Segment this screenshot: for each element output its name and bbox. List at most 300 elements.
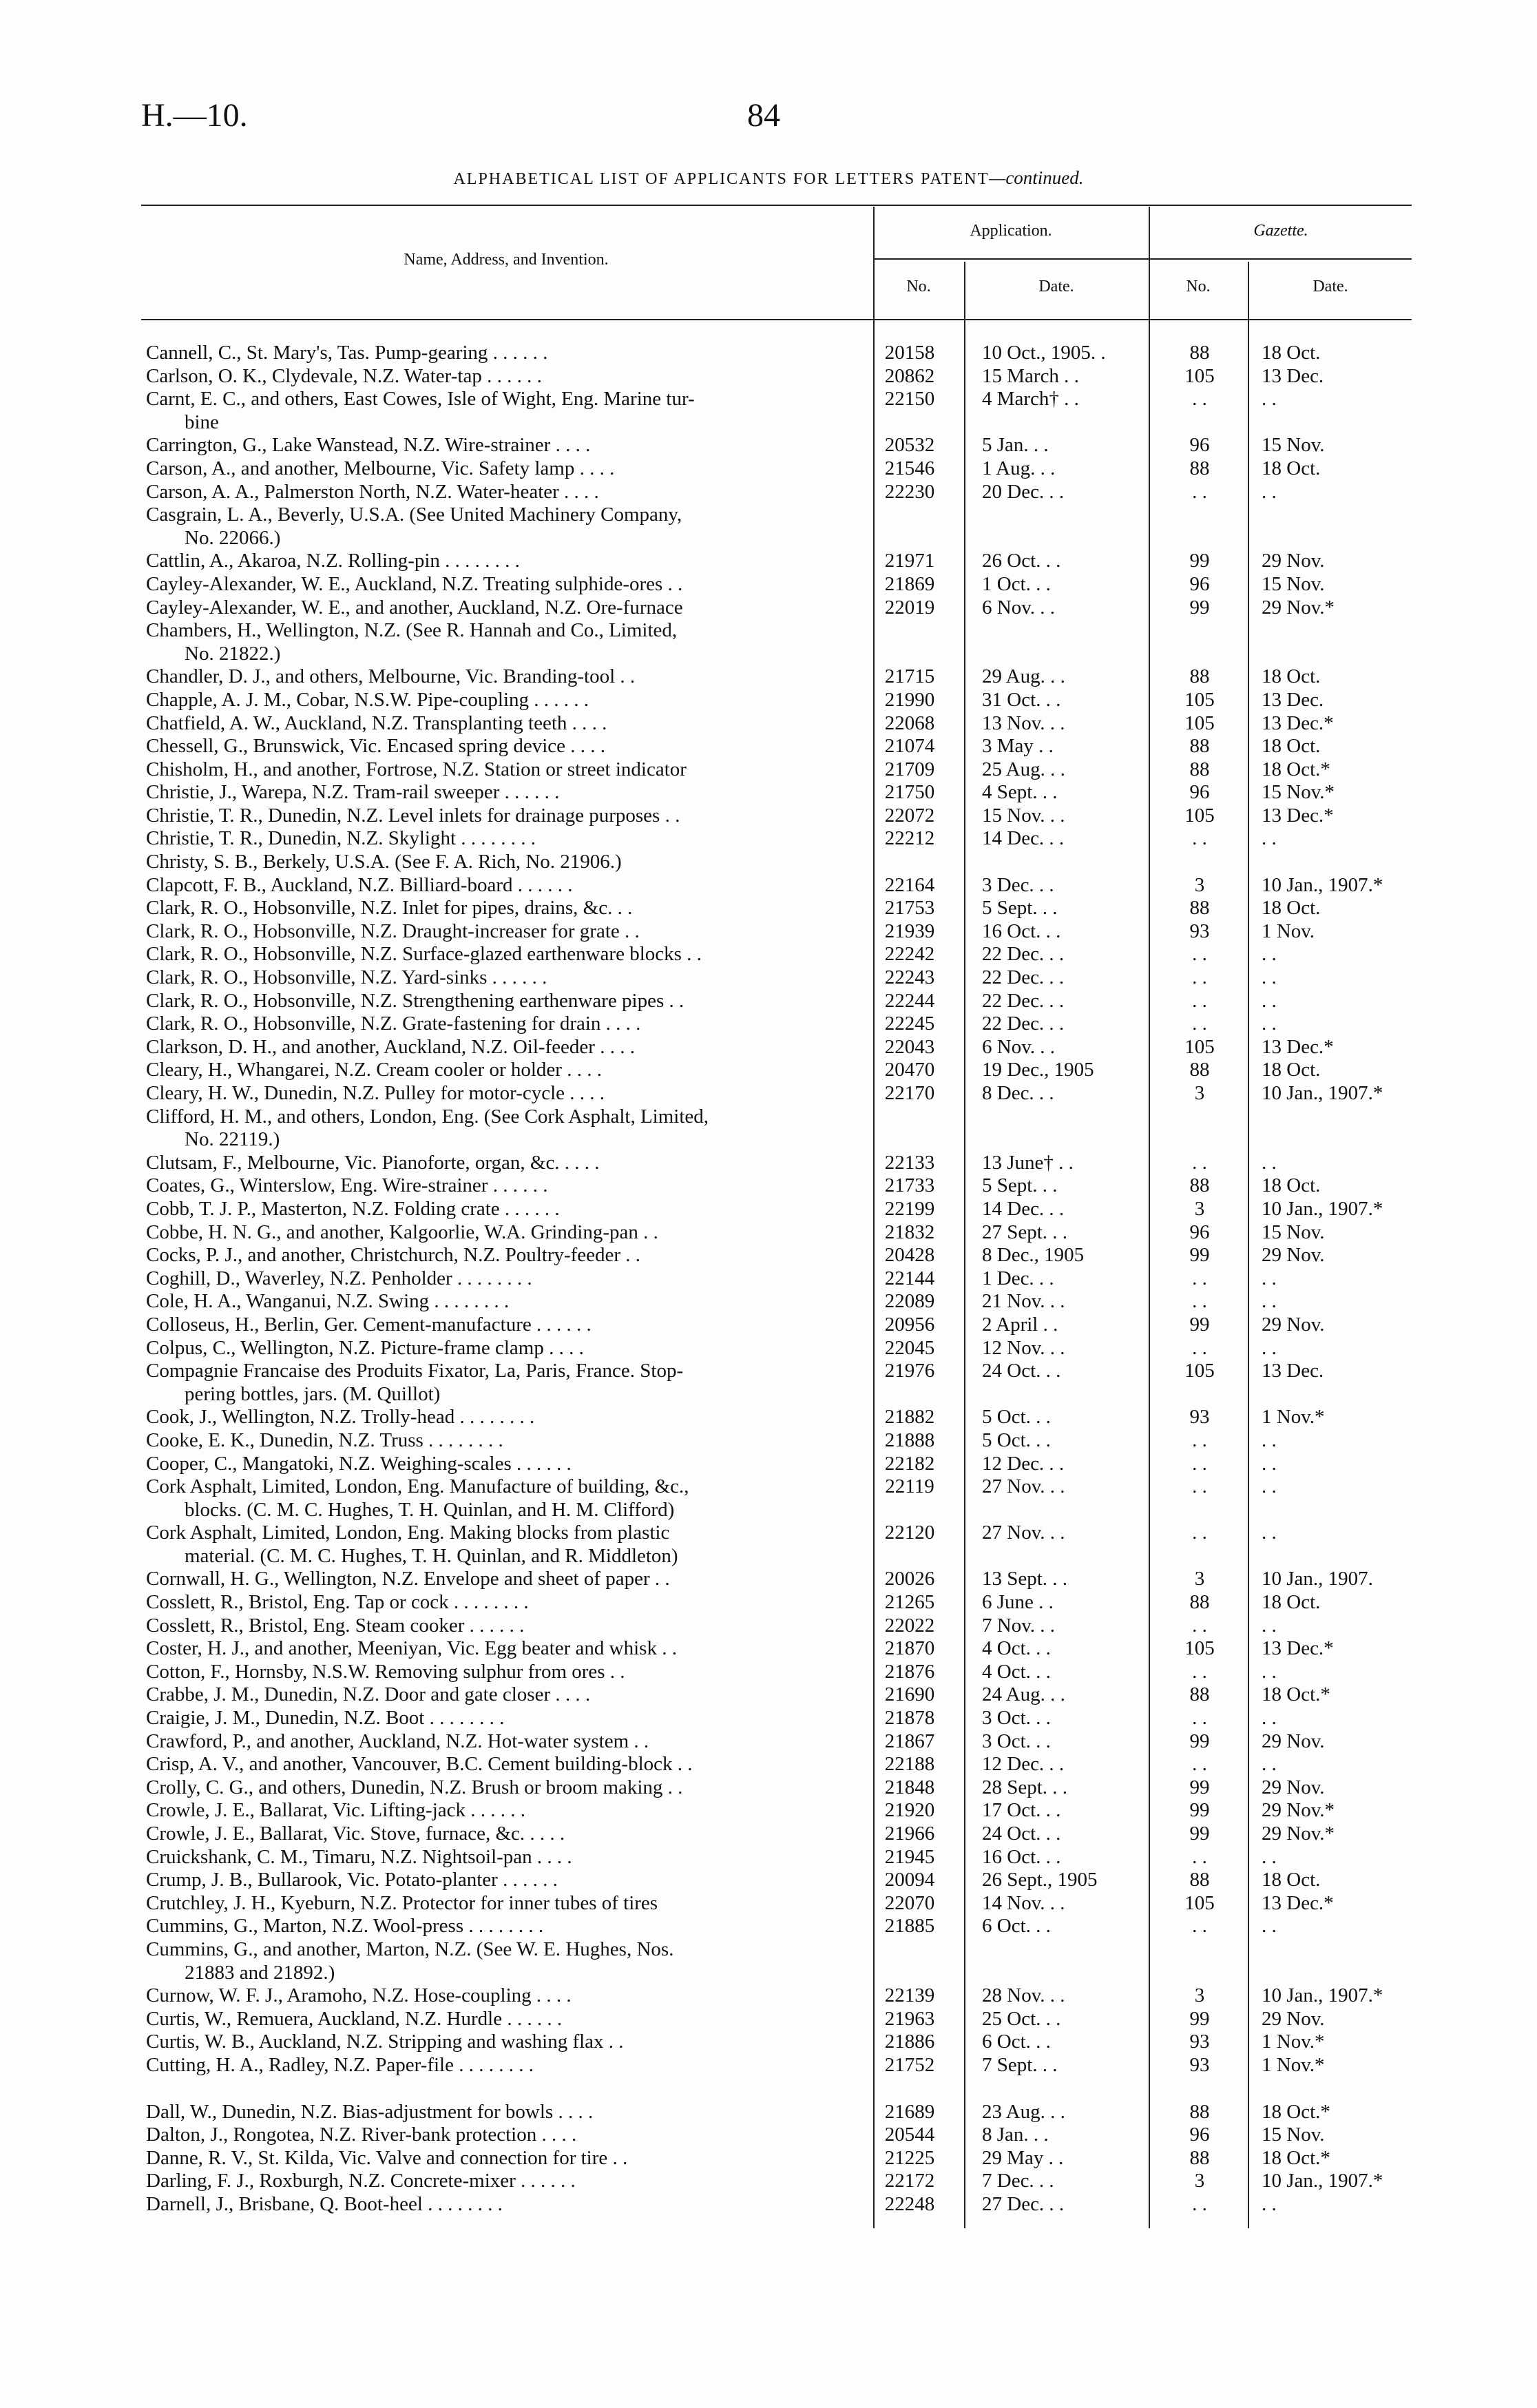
column-header-gazette-no: No. [1186, 278, 1211, 295]
application-date: 16 Oct. . . [982, 920, 1061, 942]
table-row [0, 1799, 1537, 1823]
gazette-number: . . [1192, 1267, 1207, 1289]
applicant-name: Crowle, J. E., Ballarat, Vic. Lifting-jack . . . . . . [146, 1799, 526, 1822]
application-number: 22139 [884, 1984, 935, 2007]
applicant-name: Coates, G., Winterslow, Eng. Wire-strainer . . . . . . [146, 1174, 548, 1197]
application-date: 31 Oct. . . [982, 688, 1061, 711]
table-row [0, 1615, 1537, 1638]
gazette-number: 105 [1184, 688, 1215, 711]
gazette-date: 29 Nov.* [1262, 596, 1335, 619]
gazette-number: 96 [1189, 434, 1210, 457]
gazette-number: 105 [1184, 804, 1215, 827]
applicant-name: Cruickshank, C. M., Timaru, N.Z. Nightsoil-pan . . . . [146, 1845, 572, 1868]
gazette-date: 13 Dec.* [1262, 1891, 1334, 1914]
column-header-app-no: No. [906, 278, 931, 295]
application-date: 25 Oct. . . [982, 2007, 1061, 2030]
gazette-date: 10 Jan., 1907.* [1262, 1197, 1383, 1220]
application-number: 22248 [884, 2192, 935, 2215]
gazette-number: . . [1192, 989, 1207, 1012]
table-top-rule [141, 205, 1412, 206]
gazette-date: 13 Dec. [1262, 688, 1324, 711]
gazette-date: 10 Jan., 1907.* [1262, 1984, 1383, 2007]
table-row-continuation [0, 1545, 1537, 1568]
gazette-date: . . [1262, 1475, 1277, 1498]
gazette-date: 18 Oct. [1262, 665, 1321, 688]
application-number: 21074 [884, 735, 935, 758]
application-date: 6 Oct. . . [982, 1915, 1051, 1938]
gazette-number: 88 [1189, 1059, 1210, 1081]
gazette-number: . . [1192, 1614, 1207, 1637]
table-row [0, 1661, 1537, 1684]
application-date: 22 Dec. . . [982, 966, 1065, 989]
gazette-date: 10 Jan., 1907. [1262, 1568, 1373, 1590]
table-row [0, 365, 1537, 388]
gazette-date: . . [1262, 1660, 1277, 1683]
application-date: 20 Dec. . . [982, 480, 1065, 503]
gazette-date: 10 Jan., 1907.* [1262, 2170, 1383, 2192]
table-row-continuation [0, 643, 1537, 666]
application-date: 7 Dec. . . [982, 2170, 1054, 2192]
applicant-name: Casgrain, L. A., Beverly, U.S.A. (See United Machinery Company, [146, 504, 682, 526]
table-row [0, 665, 1537, 689]
applicant-name: Darling, F. J., Roxburgh, N.Z. Concrete-mixer . . . . . . [146, 2170, 576, 2192]
application-number: 21876 [884, 1660, 935, 1683]
gazette-date: 18 Oct. [1262, 1174, 1321, 1197]
application-number: 22244 [884, 989, 935, 1012]
application-number: 21886 [884, 2031, 935, 2053]
table-row-continuation [0, 1499, 1537, 1522]
gazette-date: . . [1262, 827, 1277, 850]
gazette-number: 99 [1189, 1244, 1210, 1267]
application-number: 21265 [884, 1591, 935, 1614]
table-row [0, 1013, 1537, 1036]
gazette-date: 13 Dec.* [1262, 1637, 1334, 1660]
applicant-name-continuation: No. 22066.) [185, 526, 281, 549]
application-number: 21885 [884, 1915, 935, 1938]
table-header-bottom-rule [141, 319, 1412, 320]
applicant-name: Colloseus, H., Berlin, Ger. Cement-manufacture . . . . . . [146, 1313, 592, 1336]
application-date: 14 Dec. . . [982, 827, 1065, 850]
gazette-date: 15 Nov. [1262, 572, 1325, 595]
applicant-name: Clifford, H. M., and others, London, Eng. (See Cork Asphalt, Limited, [146, 1105, 709, 1128]
table-row [0, 1106, 1537, 1129]
application-number: 22188 [884, 1753, 935, 1776]
application-date: 7 Sept. . . [982, 2053, 1058, 2076]
table-row [0, 1753, 1537, 1776]
applicant-name: Colpus, C., Wellington, N.Z. Picture-frame clamp . . . . [146, 1336, 584, 1359]
table-row [0, 1198, 1537, 1221]
application-number: 21753 [884, 897, 935, 920]
table-row-continuation [0, 1962, 1537, 1985]
applicant-name: Cosslett, R., Bristol, Eng. Tap or cock . . . . . . . . [146, 1591, 529, 1614]
application-number: 21963 [884, 2007, 935, 2030]
gazette-number: 3 [1194, 1082, 1205, 1104]
table-row [0, 990, 1537, 1013]
gazette-number: . . [1192, 1522, 1207, 1544]
application-date: 19 Dec., 1905 [982, 1059, 1094, 1081]
gazette-date: . . [1262, 1452, 1277, 1475]
application-date: 6 June . . [982, 1591, 1054, 1614]
table-row [0, 805, 1537, 828]
application-date: 13 June† . . [982, 1151, 1074, 1174]
gazette-date: 29 Nov. [1262, 1776, 1325, 1798]
application-number: 22199 [884, 1197, 935, 1220]
gazette-number: 99 [1189, 596, 1210, 619]
gazette-number: 105 [1184, 1035, 1215, 1058]
column-header-name: Name, Address, and Invention. [404, 251, 609, 269]
application-date: 27 Sept. . . [982, 1221, 1068, 1243]
table-row [0, 1059, 1537, 1082]
application-number: 22119 [885, 1475, 934, 1498]
gazette-number: 88 [1189, 457, 1210, 479]
applicant-name: Carlson, O. K., Clydevale, N.Z. Water-tap . . . . . . [146, 364, 542, 387]
application-date: 28 Nov. . . [982, 1984, 1065, 2007]
table-row [0, 2124, 1537, 2147]
applicant-name: Chisholm, H., and another, Fortrose, N.Z. Station or street indicator [146, 758, 687, 780]
applicant-name: Carnt, E. C., and others, East Cowes, Isle of Wight, Eng. Marine tur- [146, 388, 695, 411]
application-number: 22172 [884, 2170, 935, 2192]
column-header-app-date: Date. [1038, 278, 1074, 295]
table-row [0, 434, 1537, 457]
table-row-continuation [0, 1383, 1537, 1407]
gazette-date: 29 Nov.* [1262, 1799, 1335, 1822]
gazette-date: 18 Oct. [1262, 735, 1321, 758]
table-row-continuation [0, 1128, 1537, 1152]
applicant-name: Christy, S. B., Berkely, U.S.A. (See F. A. Rich, No. 21906.) [146, 851, 622, 873]
application-number: 22045 [884, 1336, 935, 1359]
gazette-date: 13 Dec.* [1262, 712, 1334, 734]
table-row [0, 851, 1537, 874]
gazette-date: 18 Oct. [1262, 1869, 1321, 1891]
gazette-number: 105 [1184, 1891, 1215, 1914]
applicant-name: Curnow, W. F. J., Aramoho, N.Z. Hose-coupling . . . . [146, 1984, 572, 2007]
gazette-number: . . [1192, 1429, 1207, 1451]
application-number: 22170 [884, 1082, 935, 1104]
table-row [0, 827, 1537, 851]
gazette-date: 18 Oct.* [1262, 2146, 1330, 2169]
gazette-date: . . [1262, 2192, 1277, 2215]
application-number: 22164 [884, 873, 935, 896]
gazette-number: 99 [1189, 1730, 1210, 1752]
application-date: 14 Nov. . . [982, 1891, 1065, 1914]
applicant-name: Cobbe, H. N. G., and another, Kalgoorlie, W.A. Grinding-pan . . [146, 1221, 658, 1243]
gazette-number: 3 [1194, 1984, 1205, 2007]
gazette-number: 99 [1189, 550, 1210, 572]
gazette-date: 18 Oct. [1262, 1059, 1321, 1081]
gazette-number: . . [1192, 480, 1207, 503]
application-date: 4 Oct. . . [982, 1660, 1051, 1683]
table-row [0, 1174, 1537, 1198]
applicant-name: Cornwall, H. G., Wellington, N.Z. Envelope and sheet of paper . . [146, 1568, 670, 1590]
application-number: 22043 [884, 1035, 935, 1058]
application-number: 20158 [884, 342, 935, 364]
gazette-number: . . [1192, 1660, 1207, 1683]
applicant-name-continuation: bine [185, 411, 219, 433]
applicant-name: Clark, R. O., Hobsonville, N.Z. Surface-glazed earthenware blocks . . [146, 943, 702, 966]
group-header-rule [873, 258, 1412, 260]
gazette-number: . . [1192, 1915, 1207, 1938]
table-row [0, 1453, 1537, 1476]
gazette-date: 10 Jan., 1907.* [1262, 873, 1383, 896]
application-date: 4 March† . . [982, 388, 1079, 411]
applicant-name: Cork Asphalt, Limited, London, Eng. Making blocks from plastic [146, 1522, 670, 1544]
application-number: 21878 [884, 1707, 935, 1730]
gazette-number: . . [1192, 1845, 1207, 1868]
gazette-number: 99 [1189, 1776, 1210, 1798]
gazette-date: . . [1262, 1290, 1277, 1313]
gazette-date: 18 Oct.* [1262, 758, 1330, 780]
application-date: 1 Aug. . . [982, 457, 1056, 479]
gazette-date: 29 Nov. [1262, 2007, 1325, 2030]
table-row [0, 1730, 1537, 1754]
application-date: 5 Jan. . . [982, 434, 1049, 457]
application-number: 22068 [884, 712, 935, 734]
table-row [0, 1915, 1537, 1938]
table-row [0, 388, 1537, 411]
gazette-number: . . [1192, 1336, 1207, 1359]
application-date: 23 Aug. . . [982, 2100, 1065, 2123]
application-number: 20544 [884, 2124, 935, 2146]
applicant-name: Crisp, A. V., and another, Vancouver, B.C. Cement building-block . . [146, 1753, 693, 1776]
application-date: 13 Sept. . . [982, 1568, 1068, 1590]
applicant-name: Darnell, J., Brisbane, Q. Boot-heel . . . . . . . . [146, 2192, 503, 2215]
application-date: 13 Nov. . . [982, 712, 1065, 734]
applicant-name: Clark, R. O., Hobsonville, N.Z. Inlet for pipes, drains, &c. . . [146, 897, 633, 920]
applicant-name-continuation: 21883 and 21892.) [185, 1961, 335, 1984]
application-date: 27 Dec. . . [982, 2192, 1065, 2215]
application-number: 21733 [884, 1174, 935, 1197]
applicant-name: Cobb, T. J. P., Masterton, N.Z. Folding crate . . . . . . [146, 1197, 560, 1220]
application-number: 21750 [884, 781, 935, 804]
gazette-date: . . [1262, 966, 1277, 989]
applicant-name: Carrington, G., Lake Wanstead, N.Z. Wire-strainer . . . . [146, 434, 591, 457]
gazette-number: . . [1192, 1475, 1207, 1498]
applicant-name: Christie, J., Warepa, N.Z. Tram-rail sweeper . . . . . . [146, 781, 560, 804]
application-date: 15 March . . [982, 364, 1079, 387]
table-row [0, 943, 1537, 966]
application-date: 3 Oct. . . [982, 1730, 1051, 1752]
application-date: 12 Dec. . . [982, 1452, 1065, 1475]
title-main: ALPHABETICAL LIST OF APPLICANTS FOR LETTERS PATENT [453, 170, 990, 188]
application-number: 21832 [884, 1221, 935, 1243]
applicant-name: Crowle, J. E., Ballarat, Vic. Stove, furnace, &c. . . . . [146, 1823, 565, 1845]
gazette-date: . . [1262, 480, 1277, 503]
gazette-number: 96 [1189, 2124, 1210, 2146]
table-row [0, 2147, 1537, 2170]
table-row [0, 712, 1537, 736]
gazette-number: 93 [1189, 2031, 1210, 2053]
application-number: 21920 [884, 1799, 935, 1822]
gazette-date: 1 Nov.* [1262, 2053, 1325, 2076]
gazette-number: 88 [1189, 735, 1210, 758]
applicant-name: Clark, R. O., Hobsonville, N.Z. Strengthening earthenware pipes . . [146, 989, 684, 1012]
application-number: 20026 [884, 1568, 935, 1590]
table-row [0, 1522, 1537, 1545]
application-number: 22243 [884, 966, 935, 989]
gazette-date: . . [1262, 1845, 1277, 1868]
applicant-name: Cotton, F., Hornsby, N.S.W. Removing sulphur from ores . . [146, 1660, 625, 1683]
gazette-number: 99 [1189, 2007, 1210, 2030]
application-number: 21867 [884, 1730, 935, 1752]
table-row [0, 2054, 1537, 2077]
gazette-date: . . [1262, 1753, 1277, 1776]
gazette-date: 18 Oct. [1262, 897, 1321, 920]
table-row [0, 781, 1537, 805]
application-number: 21945 [884, 1845, 935, 1868]
application-number: 21976 [884, 1360, 935, 1382]
gazette-date: 18 Oct. [1262, 457, 1321, 479]
gazette-date: 29 Nov. [1262, 550, 1325, 572]
application-number: 22144 [884, 1267, 935, 1289]
applicant-name: Cleary, H. W., Dunedin, N.Z. Pulley for motor-cycle . . . . [146, 1082, 605, 1104]
application-date: 8 Dec., 1905 [982, 1244, 1085, 1267]
table-row [0, 2170, 1537, 2193]
gazette-number: 88 [1189, 2100, 1210, 2123]
gazette-date: 15 Nov.* [1262, 781, 1335, 804]
table-row [0, 1082, 1537, 1106]
application-date: 24 Oct. . . [982, 1823, 1061, 1845]
gazette-number: . . [1192, 388, 1207, 411]
application-date: 5 Sept. . . [982, 897, 1058, 920]
application-date: 25 Aug. . . [982, 758, 1065, 780]
application-date: 7 Nov. . . [982, 1614, 1056, 1637]
applicant-name: Cooper, C., Mangatoki, N.Z. Weighing-scales . . . . . . [146, 1452, 572, 1475]
application-date: 5 Oct. . . [982, 1406, 1051, 1429]
gazette-date: 1 Nov.* [1262, 1406, 1325, 1429]
application-date: 29 May . . [982, 2146, 1064, 2169]
gazette-number: 88 [1189, 1869, 1210, 1891]
application-date: 15 Nov. . . [982, 804, 1065, 827]
applicant-name: Chambers, H., Wellington, N.Z. (See R. Hannah and Co., Limited, [146, 619, 678, 642]
table-row [0, 1290, 1537, 1314]
applicant-name: Chandler, D. J., and others, Melbourne, Vic. Branding-tool . . [146, 665, 636, 688]
applicant-name: Cutting, H. A., Radley, N.Z. Paper-file . . . . . . . . [146, 2053, 534, 2076]
application-number: 22245 [884, 1013, 935, 1035]
applicant-name: Clarkson, D. H., and another, Auckland, N.Z. Oil-feeder . . . . [146, 1035, 635, 1058]
applicant-name: Cattlin, A., Akaroa, N.Z. Rolling-pin . . . . . . . . [146, 550, 520, 572]
applicant-name: Dalton, J., Rongotea, N.Z. River-bank protection . . . . [146, 2124, 577, 2146]
table-row [0, 1707, 1537, 1730]
gazette-date: 1 Nov. [1262, 920, 1315, 942]
application-number: 20428 [884, 1244, 935, 1267]
application-date: 6 Oct. . . [982, 2031, 1051, 2053]
application-date: 24 Aug. . . [982, 1683, 1065, 1706]
application-number: 21869 [884, 572, 935, 595]
application-number: 21690 [884, 1683, 935, 1706]
application-date: 2 April . . [982, 1313, 1058, 1336]
table-row [0, 1429, 1537, 1453]
table-row [0, 1314, 1537, 1337]
table-row [0, 457, 1537, 481]
gazette-number: 99 [1189, 1799, 1210, 1822]
gazette-number: 3 [1194, 1568, 1205, 1590]
table-row [0, 1846, 1537, 1869]
gazette-number: 93 [1189, 1406, 1210, 1429]
applicant-name: Curtis, W. B., Auckland, N.Z. Stripping and washing flax . . [146, 2031, 624, 2053]
table-row [0, 1683, 1537, 1707]
gazette-date: . . [1262, 1522, 1277, 1544]
gazette-date: . . [1262, 1151, 1277, 1174]
gazette-number: 88 [1189, 1174, 1210, 1197]
applicant-name: Christie, T. R., Dunedin, N.Z. Level inlets for drainage purposes . . [146, 804, 680, 827]
gazette-number: 88 [1189, 342, 1210, 364]
gazette-number: 105 [1184, 712, 1215, 734]
applicant-name-continuation: blocks. (C. M. C. Hughes, T. H. Quinlan, and H. M. Clifford) [185, 1498, 675, 1521]
application-number: 21848 [884, 1776, 935, 1798]
page-title [0, 167, 1537, 189]
application-date: 12 Dec. . . [982, 1753, 1065, 1776]
applicant-name: Crutchley, J. H., Kyeburn, N.Z. Protector for inner tubes of tires [146, 1891, 658, 1914]
application-date: 22 Dec. . . [982, 1013, 1065, 1035]
table-row [0, 1776, 1537, 1800]
column-header-application: Application. [970, 222, 1052, 240]
application-date: 17 Oct. . . [982, 1799, 1061, 1822]
gazette-date: 13 Dec.* [1262, 1035, 1334, 1058]
gazette-number: 3 [1194, 2170, 1205, 2192]
section-gap [0, 2077, 1537, 2101]
page-number: 84 [747, 97, 780, 134]
gazette-date: . . [1262, 388, 1277, 411]
application-number: 22230 [884, 480, 935, 503]
application-number: 20470 [884, 1059, 935, 1081]
gazette-number: . . [1192, 1151, 1207, 1174]
applicant-name-continuation: No. 21822.) [185, 642, 281, 665]
gazette-number: 88 [1189, 665, 1210, 688]
gazette-date: . . [1262, 1614, 1277, 1637]
application-number: 22150 [884, 388, 935, 411]
gazette-date: 18 Oct.* [1262, 1683, 1330, 1706]
application-date: 22 Dec. . . [982, 943, 1065, 966]
table-row [0, 1337, 1537, 1360]
applicant-name: Crolly, C. G., and others, Dunedin, N.Z. Brush or broom making . . [146, 1776, 683, 1798]
applicant-name: Crump, J. B., Bullarook, Vic. Potato-planter . . . . . . [146, 1869, 558, 1891]
gazette-date: 18 Oct.* [1262, 2100, 1330, 2123]
applicant-name: Craigie, J. M., Dunedin, N.Z. Boot . . . . . . . . [146, 1707, 505, 1730]
table-row [0, 504, 1537, 527]
gazette-number: 105 [1184, 364, 1215, 387]
application-number: 20956 [884, 1313, 935, 1336]
gazette-number: 99 [1189, 1823, 1210, 1845]
table-row [0, 1568, 1537, 1591]
table-row [0, 1637, 1537, 1661]
applicant-name: Cocks, P. J., and another, Christchurch, N.Z. Poultry-feeder . . [146, 1244, 641, 1267]
application-date: 8 Dec. . . [982, 1082, 1054, 1104]
application-date: 8 Jan. . . [982, 2124, 1049, 2146]
gazette-date: 29 Nov.* [1262, 1823, 1335, 1845]
application-number: 21546 [884, 457, 935, 479]
table-row [0, 2031, 1537, 2054]
gazette-number: . . [1192, 1290, 1207, 1313]
table-row [0, 1036, 1537, 1059]
gazette-number: 88 [1189, 1683, 1210, 1706]
table-row [0, 966, 1537, 990]
applicant-name: Christie, T. R., Dunedin, N.Z. Skylight . . . . . . . . [146, 827, 536, 850]
application-number: 22019 [884, 596, 935, 619]
gazette-date: 18 Oct. [1262, 1591, 1321, 1614]
table-row [0, 758, 1537, 782]
application-date: 26 Oct. . . [982, 550, 1061, 572]
application-date: 6 Nov. . . [982, 1035, 1056, 1058]
table-row [0, 1938, 1537, 1962]
table-row [0, 342, 1537, 365]
gazette-number: 96 [1189, 1221, 1210, 1243]
applicant-name: Carson, A. A., Palmerston North, N.Z. Water-heater . . . . [146, 480, 599, 503]
application-date: 1 Oct. . . [982, 572, 1051, 595]
table-row [0, 874, 1537, 897]
gazette-number: 96 [1189, 572, 1210, 595]
gazette-date: 29 Nov. [1262, 1730, 1325, 1752]
application-number: 21882 [884, 1406, 935, 1429]
